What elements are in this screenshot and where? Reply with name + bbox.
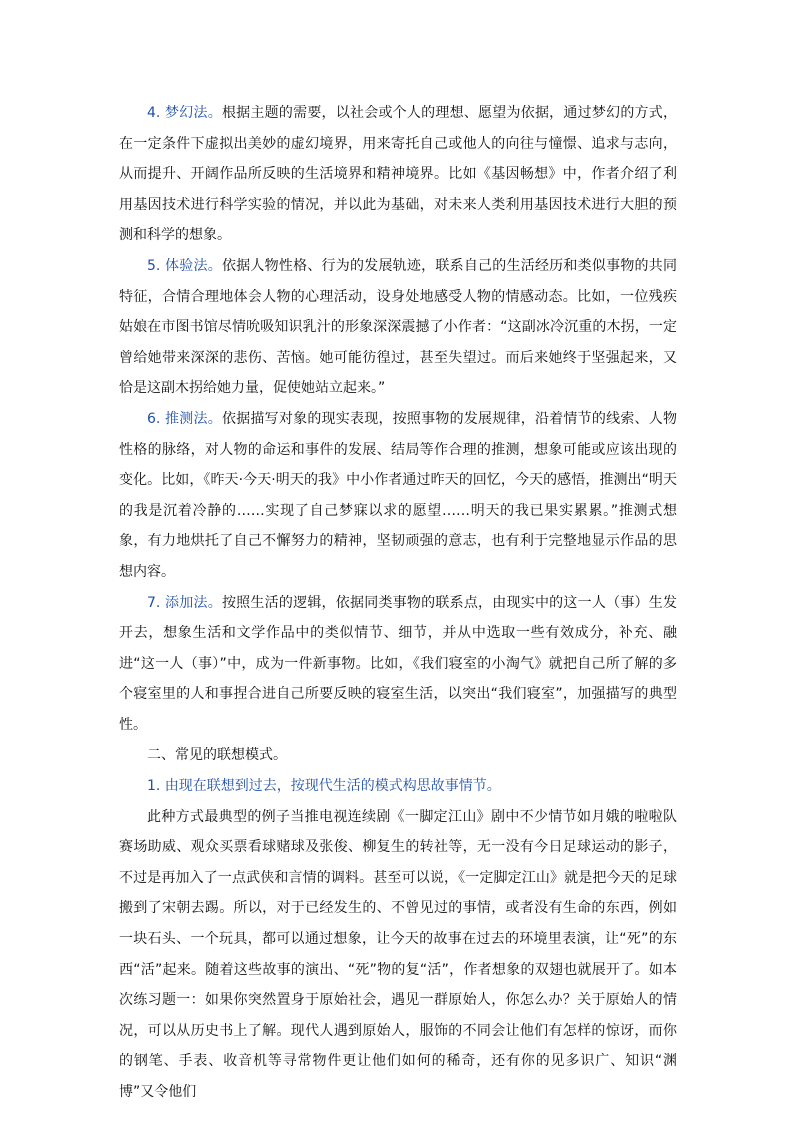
paragraph-label: 5. 体验法。 [147,257,222,274]
paragraph-inference-method [119,404,677,588]
document-content [119,98,677,1108]
paragraph-label: 4. 梦幻法。 [147,105,222,121]
paragraph-text: 依据描写对象的现实表现，按照事物的发展规律，沿着情节的线索、人物性格的脉络，对人物的命运和事件的发展、结局等作合理的推测，想象可能或应该出现的变化。比如，《昨天·今天·明天的我》中小作者通过昨天的回忆，今天的感悟，推测出“明天的我是沉着冷静的……实现了自己梦寐以求的愿望……明天的我已果实累累。”推测式想象，有力地烘托了自己不懈努力的精神，坚韧顽强的意志，也有利于完整地显示作品的思想内容。 [119,410,678,580]
paragraph-label: 6. 推测法。 [147,410,222,427]
section-heading: 二、常见的联想模式。 [147,747,287,764]
paragraph-label: 7. 添加法。 [147,594,222,611]
paragraph-text: 根据主题的需要，以社会或个人的理想、愿望为依据，通过梦幻的方式，在一定条件下虚拟出美妙的虚幻境界，用来寄托自己或他人的向往与憧憬、追求与志向，从而提升、开阔作品所反映的生活境界和精神境界。比如《基因畅想》中，作者介绍了利用基因技术进行科学实验的情况，并以此为基础，对未来人类利用基因技术进行大胆的预测和科学的想象。 [119,105,678,244]
paragraph-dream-method [119,98,677,251]
paragraph-addition-method [119,588,677,741]
subsection-heading: 1. 由现在联想到过去，按现代生活的模式构思故事情节。 [147,778,501,795]
paragraph-body: 此种方式最典型的例子当推电视连续剧《一脚定江山》剧中不少情节如月娥的啦啦队赛场助威、观众买票看球赌球及张俊、柳复生的转社等，无一没有今日足球运动的影子，不过是再加入了一点武侠和言情的调料。甚至可以说，《一定脚定江山》就是把今天的足球搬到了宋朝去踢。所以，对于已经发生的、不曾见过的事情，或者没有生命的东西，例如一块石头、一个玩具，都可以通过想象，让今天的故事在过去的环境里表演，让“死”的东西“活”起来。随着这些故事的演出、“死”物的复“活”，作者想象的双翅也就展开了。如本次练习题一：如果你突然置身于原始社会，遇见一群原始人，你怎么办？关于原始人的情况，可以从历史书上了解。现代人遇到原始人，服饰的不同会让他们有怎样的惊讶，而你的钢笔、手表、收音机等寻常物件更让他们如何的稀奇，还有你的见多识广、知识“渊博”又令他们 [119,808,677,1100]
paragraph-experience-method [119,251,677,404]
paragraph-text: 依据人物性格、行为的发展轨迹，联系自己的生活经历和类似事物的共同特征，合情合理地体会人物的心理活动，设身处地感受人物的情感动态。比如，一位残疾姑娘在市图书馆尽情吮吸知识乳汁的形象深深震撼了小作者：“这副冰冷沉重的木拐，一定曾给她带来深深的悲伤、苦恼。她可能彷徨过，甚至失望过。而后来她终于坚强起来，又恰是这副木拐给她力量，促使她站立起来。” [119,257,678,397]
paragraph-text: 按照生活的逻辑，依据同类事物的联系点，由现实中的这一人（事）生发开去，想象生活和文学作品中的类似情节、细节，并从中选取一些有效成分，补充、融进“这一人（事）”中，成为一件新事物。比如，《我们寝室的小淘气》就把自己所了解的多个寝室里的人和事捏合进自己所要反映的寝室生活，以突出“我们寝室”，加强描写的典型性。 [119,594,678,733]
